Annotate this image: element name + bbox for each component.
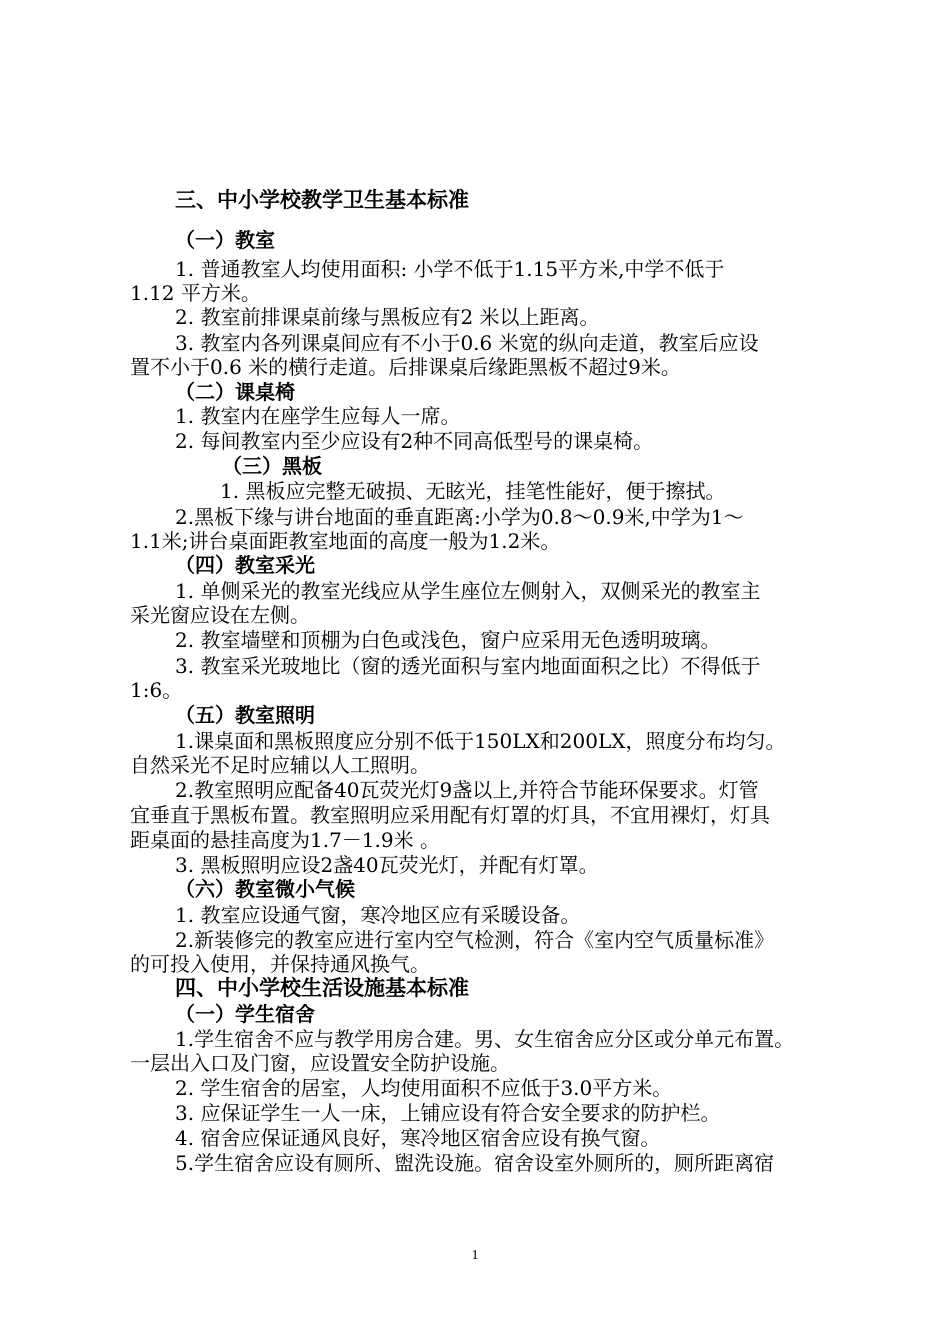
- paragraph-line: 2.新装修完的教室应进行室内空气检测，符合《室内空气质量标准》: [175, 928, 775, 952]
- paragraph-line: 1.学生宿舍不应与教学用房合建。男、女生宿舍应分区或分单元布置。: [175, 1027, 795, 1051]
- paragraph-line: 1.12 平方米。: [130, 281, 261, 305]
- paragraph-line: 1. 普通教室人均使用面积: 小学不低于1.15平方米,中学不低于: [175, 257, 725, 281]
- paragraph-line: 3. 黑板照明应设2盏40瓦荧光灯，并配有灯罩。: [175, 853, 599, 877]
- paragraph-line: 一层出入口及门窗，应设置安全防护设施。: [130, 1051, 510, 1075]
- paragraph-line: 3. 教室采光玻地比（窗的透光面积与室内地面面积之比）不得低于: [175, 654, 761, 678]
- paragraph-line: 1. 教室内在座学生应每人一席。: [175, 404, 461, 428]
- paragraph-line: 距桌面的悬挂高度为1.7－1.9米 。: [130, 828, 440, 852]
- paragraph-line: 2.黑板下缘与讲台地面的垂直距离:小学为0.8～0.9米,中学为1～: [175, 505, 744, 529]
- paragraph-line: 2. 教室墙壁和顶棚为白色或浅色，窗户应采用无色透明玻璃。: [175, 628, 721, 652]
- dormitory-heading: （一）学生宿舍: [175, 1002, 315, 1026]
- paragraph-line: 的可投入使用，并保持通风换气。: [130, 952, 430, 976]
- microclimate-heading: （六）教室微小气候: [175, 877, 355, 901]
- paragraph-line: 1. 单侧采光的教室光线应从学生座位左侧射入，双侧采光的教室主: [175, 579, 761, 603]
- paragraph-line: 2.教室照明应配备40瓦荧光灯9盏以上,并符合节能环保要求。灯管: [175, 778, 759, 802]
- paragraph-line: 4. 宿舍应保证通风良好，寒冷地区宿舍应设有换气窗。: [175, 1126, 661, 1150]
- paragraph-line: 1. 教室应设通气窗，寒冷地区应有采暖设备。: [175, 903, 581, 927]
- paragraph-line: 1.1米;讲台桌面距教室地面的高度一般为1.2米。: [130, 529, 561, 553]
- blackboard-heading: （三）黑板: [222, 454, 322, 478]
- paragraph-line: 3. 教室内各列课桌间应有不小于0.6 米宽的纵向走道，教室后应设: [175, 331, 759, 355]
- daylight-heading: （四）教室采光: [175, 553, 315, 577]
- paragraph-line: 3. 应保证学生一人一床，上铺应设有符合安全要求的防护栏。: [175, 1101, 721, 1125]
- paragraph-line: 1. 黑板应完整无破损、无眩光，挂笔性能好，便于擦拭。: [220, 479, 726, 503]
- paragraph-line: 2. 每间教室内至少应设有2种不同高低型号的课桌椅。: [175, 429, 654, 453]
- paragraph-line: 5.学生宿舍应设有厕所、盥洗设施。宿舍设室外厕所的，厕所距离宿: [175, 1151, 775, 1175]
- section3-title: 三、中小学校教学卫生基本标准: [175, 188, 469, 212]
- classroom-heading: （一）教室: [175, 228, 275, 252]
- paragraph-line: 自然采光不足时应辅以人工照明。: [130, 753, 430, 777]
- page-number: 1: [471, 1248, 479, 1263]
- lighting-heading: （五）教室照明: [175, 703, 315, 727]
- paragraph-line: 1.课桌面和黑板照度应分别不低于150LX和200LX，照度分布均匀。: [175, 729, 786, 753]
- paragraph-line: 1:6。: [130, 678, 183, 702]
- paragraph-line: 采光窗应设在左侧。: [130, 603, 310, 627]
- section4-title: 四、中小学校生活设施基本标准: [175, 976, 469, 1000]
- paragraph-line: 2. 学生宿舍的居室，人均使用面积不应低于3.0平方米。: [175, 1076, 673, 1100]
- paragraph-line: 2. 教室前排课桌前缘与黑板应有2 米以上距离。: [175, 305, 600, 329]
- desks-heading: （二）课桌椅: [175, 380, 295, 404]
- paragraph-line: 宜垂直于黑板布置。教室照明应采用配有灯罩的灯具，不宜用裸灯，灯具: [130, 803, 770, 827]
- paragraph-line: 置不小于0.6 米的横行走道。后排课桌后缘距黑板不超过9米。: [130, 355, 681, 379]
